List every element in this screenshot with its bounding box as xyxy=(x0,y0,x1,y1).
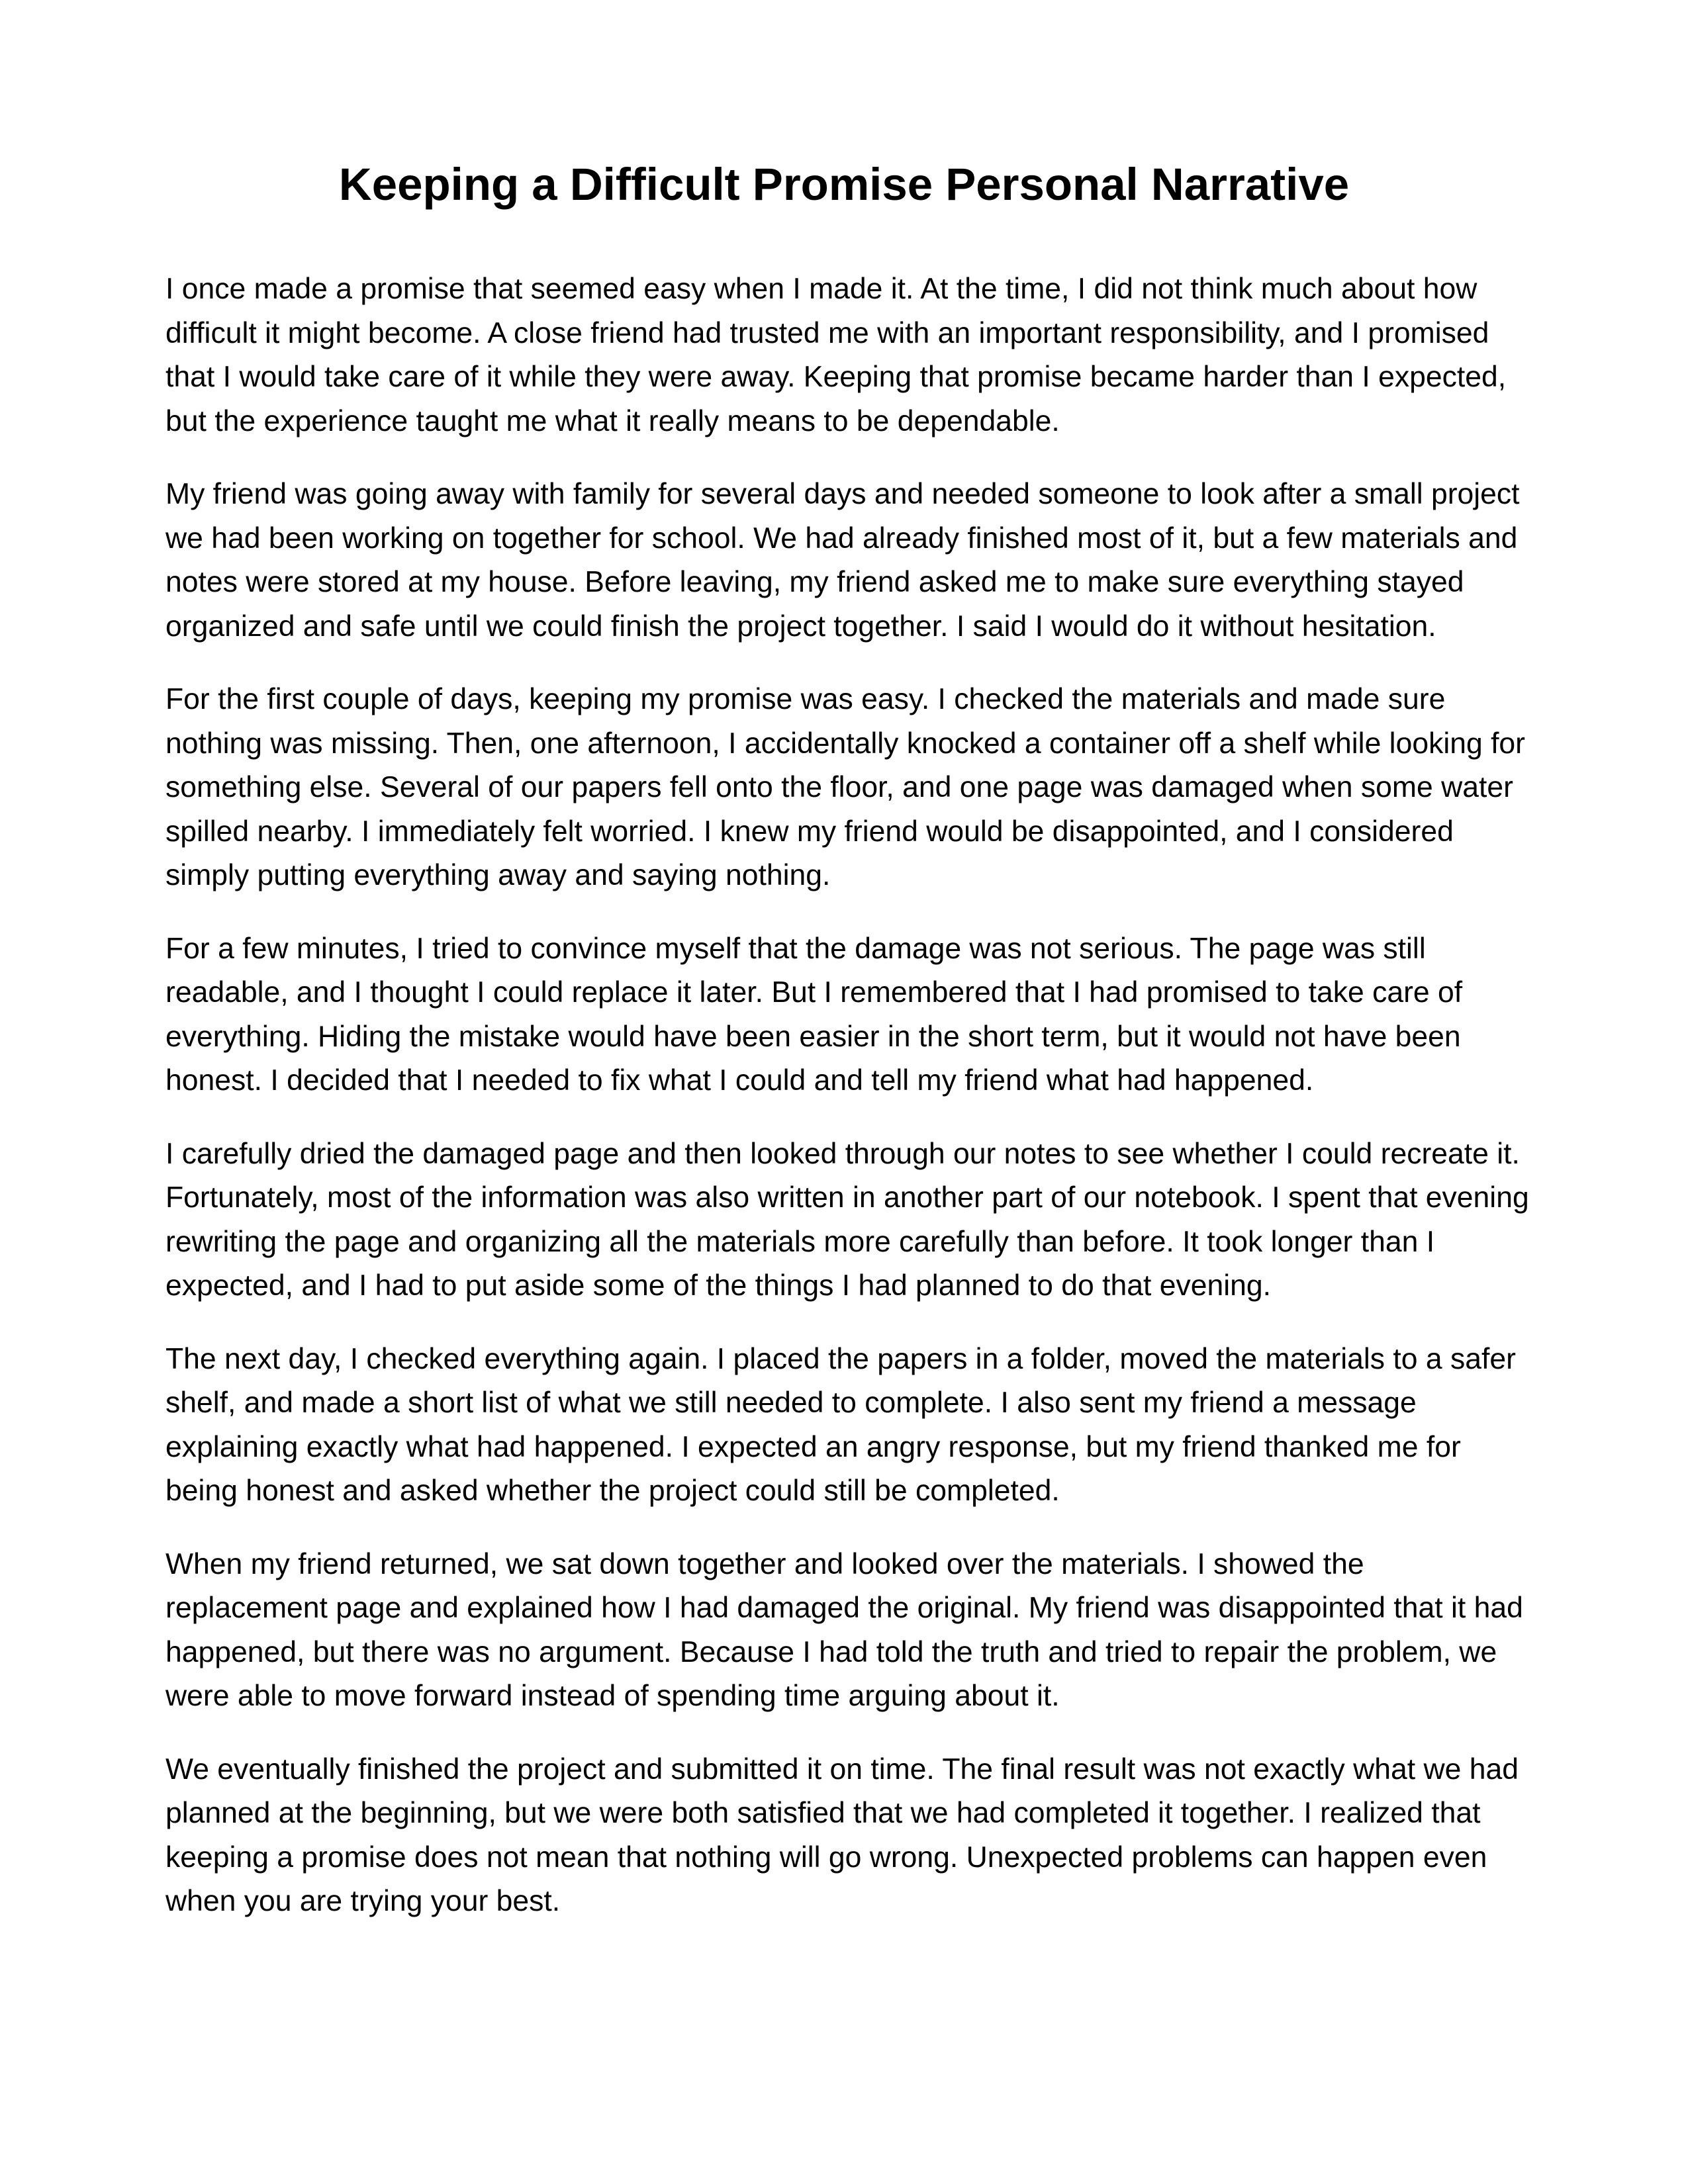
paragraph-2: My friend was going away with family for several days and needed someone to look after a small project we had been working on together for school. We had already finished most of it, but a few materials and notes were stored at my house. Before leaving, my friend asked me to make sure everything stayed organized and safe until we could finish the project together. I said I would do it without hesitation. xyxy=(165,478,1520,643)
paragraph-6: The next day, I checked everything again. I placed the papers in a folder, moved the materials to a safer shelf, and made a short list of what we still needed to complete. I also sent my friend a message explaining exactly what had happened. I expected an angry response, but my friend thanked me for being honest and asked whether the project could still be completed. xyxy=(165,1342,1516,1507)
paragraph-4: For a few minutes, I tried to convince myself that the damage was not serious. The page was still readable, and I thought I could replace it later. But I remembered that I had promised to take care of everything. Hiding the mistake would have been easier in the short term, but it would not have been honest. I decided that I needed to fix what I could and tell my friend what had happened. xyxy=(165,932,1463,1097)
paragraph-7: When my friend returned, we sat down together and looked over the materials. I showed the replacement page and explained how I had damaged the original. My friend was disappointed that it had happened, but there was no argument. Because I had told the truth and tried to repair the problem, we were able to move forward instead of spending time arguing about it. xyxy=(165,1547,1523,1712)
document-body xyxy=(165,267,1529,1953)
document-title: Keeping a Difficult Promise Personal Narrative xyxy=(338,159,1350,210)
paragraph-5: I carefully dried the damaged page and then looked through our notes to see whether I could recreate it. Fortunately, most of the information was also written in another part of our notebook. I spent that evening rewriting the page and organizing all the materials more carefully than before. It took longer than I expected, and I had to put aside some of the things I had planned to do that evening. xyxy=(165,1137,1529,1302)
paragraph-1: I once made a promise that seemed easy when I made it. At the time, I did not think much about how difficult it might become. A close friend had trusted me with an important responsibility, and I promised that I would take care of it while they were away. Keeping that promise became harder than I expected, but the experience taught me what it really means to be dependable. xyxy=(165,273,1507,437)
paragraph-8: We eventually finished the project and submitted it on time. The final result was not exactly what we had planned at the beginning, but we were both satisfied that we had completed it together. I realized that keeping a promise does not mean that nothing will go wrong. Unexpected problems can happen even when you are trying your best. xyxy=(165,1752,1519,1917)
paragraph-3: For the first couple of days, keeping my promise was easy. I checked the materials and made sure nothing was missing. Then, one afternoon, I accidentally knocked a container off a shelf while looking for something else. Several of our papers fell onto the floor, and one page was damaged when some water spilled nearby. I immediately felt worried. I knew my friend would be disappointed, and I considered simply putting everything away and saying nothing. xyxy=(165,683,1525,891)
